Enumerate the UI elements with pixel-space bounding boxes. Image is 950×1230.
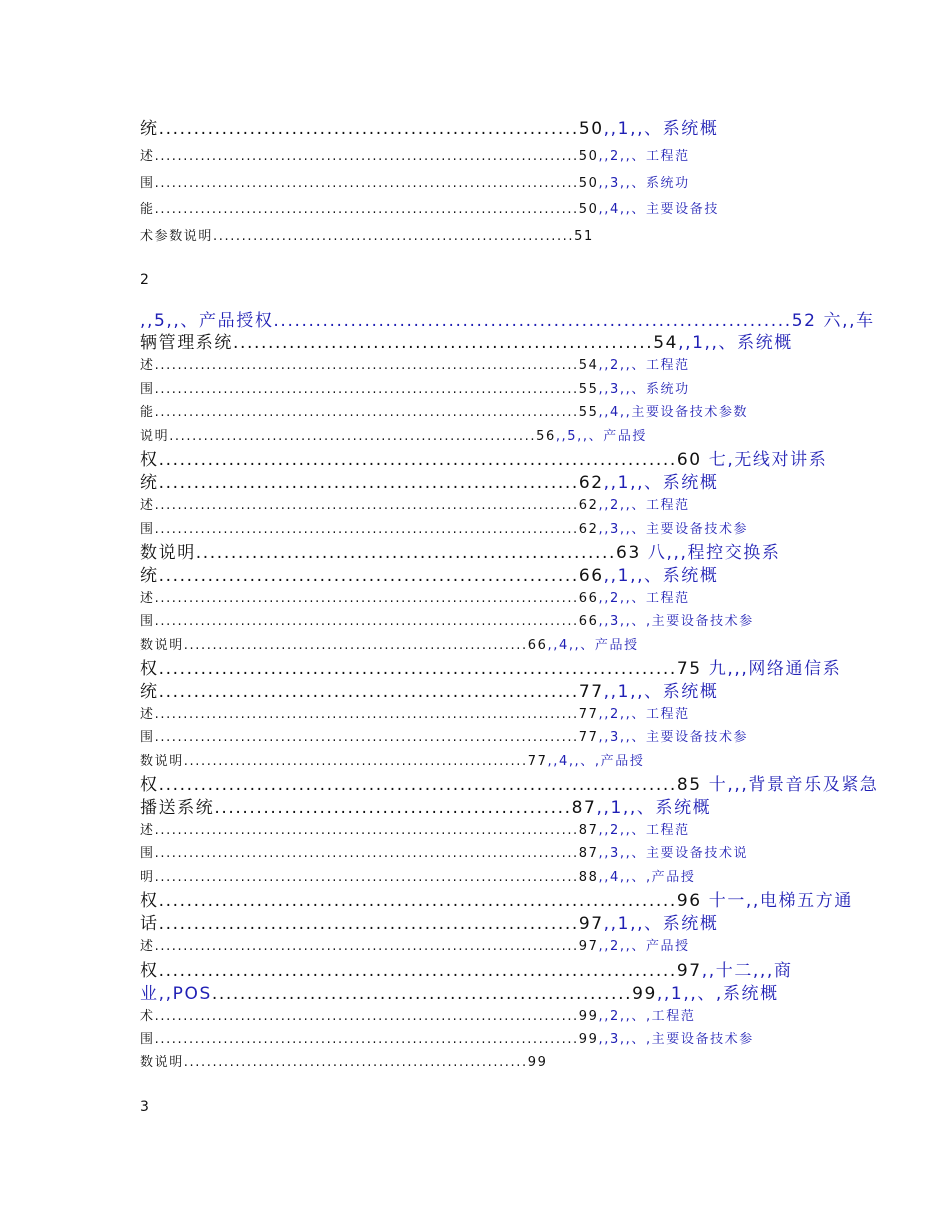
toc-entry-link: ,,1,,、系统概 [603, 914, 719, 934]
toc-entry-leader: 能..........................................................................50 [140, 202, 599, 217]
toc-entry-link: ,,2,,、产品授 [598, 939, 690, 954]
toc-entry-link: ,,1,,、系统概 [596, 798, 712, 818]
toc-entry-link: ,,2,,、工程范 [598, 591, 690, 606]
toc-entry [140, 681, 830, 703]
toc-entry [140, 613, 830, 631]
toc-entry-leader: 围..........................................................................87 [140, 846, 599, 861]
toc-entry-link: ,,3,,、,主要设备技术参 [598, 1032, 754, 1047]
toc-entry [140, 565, 830, 587]
toc-section-heading: 业,,POS [140, 984, 212, 1004]
toc-entry-leader: 数说明............................................................77 [140, 754, 548, 769]
toc-section-heading: 十一,,电梯五方通 [701, 891, 853, 911]
toc-entry-link: ,,3,,、主要设备技术参 [598, 730, 749, 745]
toc-entry-leader: 述..........................................................................77 [140, 707, 599, 722]
toc-entry-leader: 术参数说明...............................................................51 [140, 229, 594, 244]
toc-section-heading: 九,,,网络通信系 [701, 659, 842, 679]
toc-entry-link: ,,3,,、系统功 [598, 176, 690, 191]
toc-entry [140, 706, 830, 724]
toc-entry-leader: 辆管理系统............................................................54 [140, 333, 679, 353]
toc-entry [140, 845, 830, 863]
toc-entry-leader: 围..........................................................................66 [140, 614, 599, 629]
toc-entry [140, 938, 830, 956]
toc-entry-leader: 围..........................................................................77 [140, 730, 599, 745]
toc-entry [140, 175, 830, 193]
toc-entry-link: ,,1,,、,系统概 [656, 984, 779, 1004]
toc-section-heading: 六,,车 [816, 311, 875, 331]
toc-entry-leader: 述..........................................................................62 [140, 498, 599, 513]
toc-entry-leader: 述..........................................................................87 [140, 823, 599, 838]
toc-entry [140, 1031, 830, 1049]
toc-entry-link: ,,5,,、产品授 [555, 429, 648, 444]
toc-entry [140, 797, 830, 819]
toc-entry [140, 753, 830, 771]
toc-entry-leader: 围..........................................................................62 [140, 522, 599, 537]
toc-entry [140, 774, 879, 796]
toc-entry [140, 658, 842, 680]
toc-entry-leader: 围..........................................................................50 [140, 176, 599, 191]
toc-entry-link: ,,1,,、系统概 [603, 682, 719, 702]
toc-entry [140, 118, 830, 140]
toc-entry [140, 729, 830, 747]
toc-entry [140, 428, 830, 446]
toc-entry-link: ,,3,,、主要设备技术参 [598, 522, 749, 537]
toc-entry [140, 497, 830, 515]
toc-entry-leader: 述..........................................................................54 [140, 358, 599, 373]
toc-entry [140, 381, 830, 399]
toc-entry-link: ,,2,,、工程范 [598, 498, 690, 513]
toc-entry-leader: 权..........................................................................60 [140, 450, 702, 470]
toc-entry-link: ,,4,,、主要设备技 [598, 202, 719, 217]
toc-entry-link: ,,4,,、,产品授 [598, 870, 696, 885]
toc-section-heading: 七,无线对讲系 [701, 450, 828, 470]
toc-entry [140, 1008, 830, 1026]
toc-entry [140, 521, 830, 539]
toc-entry-link: ,,2,,、,工程范 [598, 1009, 696, 1024]
toc-entry-link: ,,3,,、主要设备技术说 [598, 846, 749, 861]
toc-entry-leader: 数说明............................................................66 [140, 638, 548, 653]
toc-section-heading: 八,,,程控交换系 [640, 543, 781, 563]
toc-entry [140, 228, 830, 246]
toc-entry [140, 332, 830, 354]
toc-entry [140, 357, 830, 375]
toc-entry [140, 542, 830, 564]
toc-entry-link: ,,4,,、产品授 [547, 638, 639, 653]
toc-entry-link: ,,1,,、系统概 [603, 566, 719, 586]
toc-entry [140, 201, 830, 219]
toc-entry-link: ,,2,,、工程范 [598, 823, 690, 838]
toc-entry [140, 960, 830, 982]
toc-entry-link: ,,3,,、,主要设备技术参 [598, 614, 754, 629]
toc-entry-leader: 数说明............................................................63 [140, 543, 641, 563]
toc-entry [140, 590, 830, 608]
toc-entry [140, 1054, 830, 1072]
toc-entry-link: ,,2,,、工程范 [598, 707, 690, 722]
toc-entry [140, 472, 830, 494]
toc-entry-leader: 权..........................................................................97 [140, 961, 702, 981]
toc-section-heading: 十,,,背景音乐及紧急 [701, 775, 879, 795]
toc-entry [140, 148, 830, 166]
toc-entry-link: ,,5,,、产品授权..........................................................................52 [140, 311, 817, 331]
toc-entry-leader: 话............................................................97 [140, 914, 604, 934]
toc-section-heading: ,,十二,,,商 [701, 961, 793, 981]
toc-entry-leader: 权..........................................................................96 [140, 891, 702, 911]
toc-entry-leader: 统............................................................50 [140, 119, 604, 139]
toc-entry-leader: 权..........................................................................75 [140, 659, 702, 679]
toc-entry-leader: 说明................................................................56 [140, 429, 556, 444]
toc-entry-leader: 述..........................................................................50 [140, 149, 599, 164]
toc-entry-leader: 统............................................................77 [140, 682, 604, 702]
toc-entry [140, 449, 830, 471]
toc-entry-leader: 术..........................................................................99 [140, 1009, 599, 1024]
page-number: 2 [140, 272, 149, 288]
toc-entry [140, 637, 830, 655]
toc-entry [140, 913, 830, 935]
toc-entry [140, 404, 830, 422]
toc-entry-leader: 述..........................................................................66 [140, 591, 599, 606]
toc-entry-leader: 围..........................................................................99 [140, 1032, 599, 1047]
toc-entry-leader: 统............................................................62 [140, 473, 604, 493]
toc-entry-link: ,,3,,、系统功 [598, 382, 690, 397]
toc-entry-leader: 明..........................................................................88 [140, 870, 599, 885]
page-number: 3 [140, 1099, 149, 1115]
toc-entry-link: ,,2,,、工程范 [598, 358, 690, 373]
toc-entry [140, 822, 830, 840]
toc-entry-leader: ............................................................99 [211, 984, 657, 1004]
toc-entry-leader: 能..........................................................................55 [140, 405, 599, 420]
toc-entry-link: ,,4,,主要设备技术参数 [598, 405, 749, 420]
toc-entry [140, 983, 830, 1005]
toc-entry-link: ,,1,,、系统概 [603, 119, 719, 139]
toc-entry-leader: 播送系统...................................................87 [140, 798, 597, 818]
toc-entry-leader: 权..........................................................................85 [140, 775, 702, 795]
toc-entry-link: ,,1,,、系统概 [678, 333, 793, 353]
toc-entry-link: ,,4,,、,产品授 [547, 754, 645, 769]
toc-entry [140, 869, 830, 887]
toc-entry-leader: 围..........................................................................55 [140, 382, 599, 397]
toc-entry-leader: 数说明............................................................99 [140, 1055, 548, 1070]
toc-entry [140, 890, 853, 912]
toc-entry-leader: 述..........................................................................97 [140, 939, 599, 954]
toc-entry-link: ,,1,,、系统概 [603, 473, 719, 493]
toc-entry-link: ,,2,,、工程范 [598, 149, 690, 164]
toc-entry-leader: 统............................................................66 [140, 566, 604, 586]
toc-entry [140, 310, 875, 332]
